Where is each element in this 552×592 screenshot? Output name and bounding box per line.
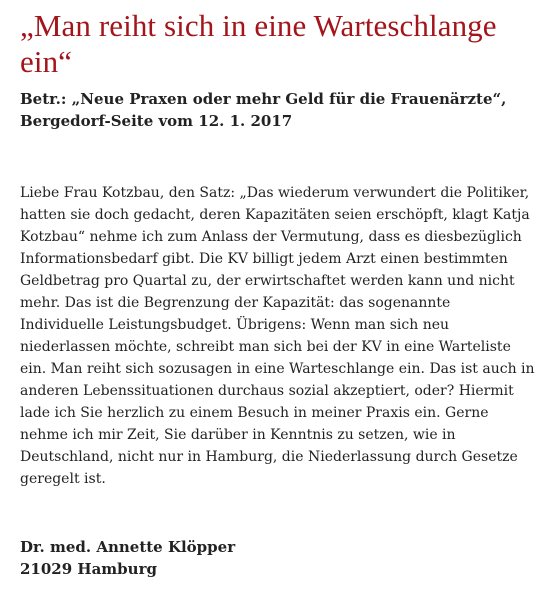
letter-body: Liebe Frau Kotzbau, den Satz: „Das wiederum verwundert die Politiker, hatten sie doch gedacht, deren Kapazitäten seien erschöpft, klagt Katja Kotzbau“ nehme ich zum Anlass der Vermutung, dass es diesbezüglich Informationsbedarf gibt. Die KV billigt jedem Arzt einen bestimmten Geldbetrag pro Quartal zu, der erwirtschaftet werden kann und nicht mehr. Das ist die Begrenzung der Kapazität: das sogenannte Individuelle Leistungsbudget. Übrigens: Wenn man sich neu niederlassen möchte, schreibt man sich bei der KV in eine Warteliste ein. Man reiht sich sozusagen in eine Warteschlange ein. Das ist auch in anderen Lebenssituationen durchaus sozial akzeptiert, oder? Hiermit lade ich Sie herzlich zu einem Besuch in meiner Praxis ein. Gerne nehme ich mir Zeit, Sie darüber in Kenntnis zu setzen, wie in Deutschland, nicht nur in Hamburg, die Niederlassung durch Gesetze geregelt ist. <box>20 185 535 487</box>
article-headline: „Man reiht sich in eine Warteschlange ein“ <box>20 8 497 79</box>
subhead-reference-line: Betr.: „Neue Praxen oder mehr Geld für die Frauenärzte“, <box>20 90 507 108</box>
subhead-source-line: Bergedorf-Seite vom 12. 1. 2017 <box>20 112 293 130</box>
letter-signature <box>20 536 536 580</box>
author-location: 21029 Hamburg <box>20 560 157 578</box>
article-subhead <box>20 88 536 132</box>
article <box>20 8 536 580</box>
author-name: Dr. med. Annette Klöpper <box>20 538 236 556</box>
